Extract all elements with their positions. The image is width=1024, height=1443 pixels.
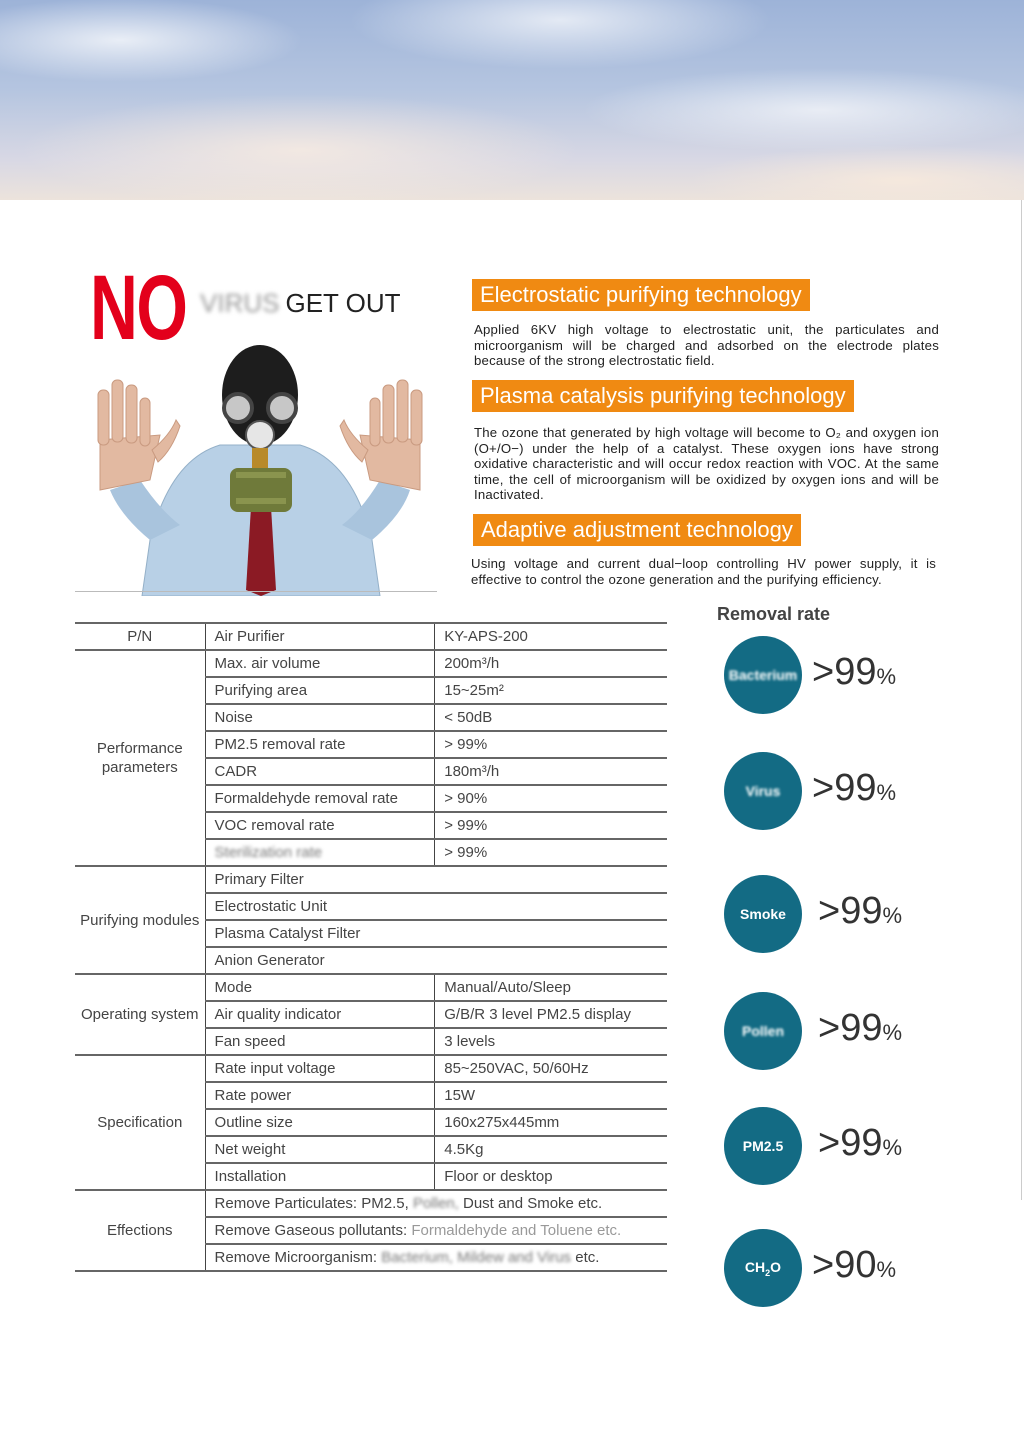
category-modules: Purifying modules [75, 866, 205, 974]
tech-title-electrostatic: Electrostatic purifying technology [472, 279, 810, 311]
removal-rate-title: Removal rate [717, 604, 831, 624]
category-performance: Performance parameters [75, 650, 205, 866]
table-row [75, 1055, 667, 1082]
headline-tagline [200, 288, 401, 318]
spec-item: Sterilization rate [205, 839, 435, 866]
spec-value: > 99% [435, 839, 667, 866]
spec-table [75, 622, 667, 1272]
spec-value: 15W [435, 1082, 667, 1109]
spec-value: 160x275x445mm [435, 1109, 667, 1136]
headline-no: NO [90, 257, 187, 359]
spec-item: CADR [205, 758, 435, 785]
tech-desc-plasma: The ozone that generated by high voltage will become to O₂ and oxygen ion (O+/O−) under the help of a catalyst. These oxygen ions have strong oxidative characteristic and will occur redox reaction with VOC. At the same time, the cell of microorganism will be oxidized by oxygen ions and will be Inactivated. [474, 425, 939, 502]
spec-item: PM2.5 removal rate [205, 731, 435, 758]
effection-item: Remove Microorganism: Bacterium, Mildew and Virus etc. [205, 1244, 667, 1271]
spec-item: Rate power [205, 1082, 435, 1109]
spec-value: 3 levels [435, 1028, 667, 1055]
pn-label: P/N [75, 623, 205, 650]
ch2o-badge: $CH_2O$ [724, 1229, 802, 1307]
removal-value: >99% [812, 767, 897, 809]
pn-model: KY-APS-200 [435, 623, 667, 650]
spec-item: Purifying area [205, 677, 435, 704]
spec-item: Noise [205, 704, 435, 731]
headline-virus: VIRUS [200, 288, 280, 318]
spec-item: Rate input voltage [205, 1055, 435, 1082]
spec-item: Installation [205, 1163, 435, 1190]
spec-value: > 99% [435, 812, 667, 839]
effection-item: Remove Particulates: PM2.5, Pollen, Dust and Smoke etc. [205, 1190, 667, 1217]
sky-banner [0, 0, 1024, 200]
category-operating: Operating system [75, 974, 205, 1055]
removal-value: >99% [818, 890, 903, 932]
module-item: Anion Generator [205, 947, 667, 974]
pollen-badge: Pollen [724, 992, 802, 1070]
spec-item: Outline size [205, 1109, 435, 1136]
spec-item: Formaldehyde removal rate [205, 785, 435, 812]
module-item: Primary Filter [205, 866, 667, 893]
removal-value: >99% [818, 1122, 903, 1164]
spec-value: 180m³/h [435, 758, 667, 785]
spec-item: Fan speed [205, 1028, 435, 1055]
table-row [75, 866, 667, 893]
effection-item: Remove Gaseous pollutants: Formaldehyde and Toluene etc. [205, 1217, 667, 1244]
spec-value: 4.5Kg [435, 1136, 667, 1163]
virus-badge: Virus [724, 752, 802, 830]
bacterium-badge: Bacterium [724, 636, 802, 714]
module-item: Plasma Catalyst Filter [205, 920, 667, 947]
page-edge-line [1021, 200, 1022, 1200]
spec-item: Net weight [205, 1136, 435, 1163]
table-row [75, 1190, 667, 1217]
spec-value: < 50dB [435, 704, 667, 731]
spec-item: Max. air volume [205, 650, 435, 677]
spec-value: > 90% [435, 785, 667, 812]
spec-value: 85~250VAC, 50/60Hz [435, 1055, 667, 1082]
removal-item-ch2o [724, 1229, 944, 1309]
removal-item-pm25 [724, 1107, 944, 1187]
pm25-badge: PM2.5 [724, 1107, 802, 1185]
spec-value: > 99% [435, 731, 667, 758]
spec-value: 15~25m² [435, 677, 667, 704]
removal-value: >90% [812, 1244, 897, 1286]
spec-item: VOC removal rate [205, 812, 435, 839]
category-effections: Effections [75, 1190, 205, 1271]
table-row [75, 974, 667, 1001]
tech-desc-electrostatic: Applied 6KV high voltage to electrostatic unit, the particulates and microorganism will be charged and adsorbed on the electrode plates because of the strong electrostatic field. [474, 322, 939, 368]
category-specification: Specification [75, 1055, 205, 1190]
spec-item: Mode [205, 974, 435, 1001]
illustration-divider [75, 591, 437, 592]
spec-value: 200m³/h [435, 650, 667, 677]
removal-value: >99% [818, 1007, 903, 1049]
gas-mask-man-illustration [80, 340, 440, 596]
removal-item-smoke [724, 875, 944, 955]
spec-value: G/B/R 3 level PM2.5 display [435, 1001, 667, 1028]
headline-get-out: GET OUT [285, 288, 401, 318]
removal-item-virus [724, 752, 944, 832]
pn-name: Air Purifier [205, 623, 435, 650]
spec-value: Manual/Auto/Sleep [435, 974, 667, 1001]
smoke-badge: Smoke [724, 875, 802, 953]
spec-item: Air quality indicator [205, 1001, 435, 1028]
tech-title-adaptive: Adaptive adjustment technology [473, 514, 801, 546]
removal-item-pollen [724, 992, 944, 1072]
spec-value: Floor or desktop [435, 1163, 667, 1190]
removal-item-bacterium [724, 636, 944, 716]
table-row [75, 623, 667, 650]
tech-title-plasma: Plasma catalysis purifying technology [472, 380, 854, 412]
module-item: Electrostatic Unit [205, 893, 667, 920]
removal-value: >99% [812, 651, 897, 693]
table-row [75, 650, 667, 677]
tech-desc-adaptive: Using voltage and current dual−loop controlling HV power supply, it is effective to control the ozone generation and the purifying efficiency. [471, 556, 936, 587]
